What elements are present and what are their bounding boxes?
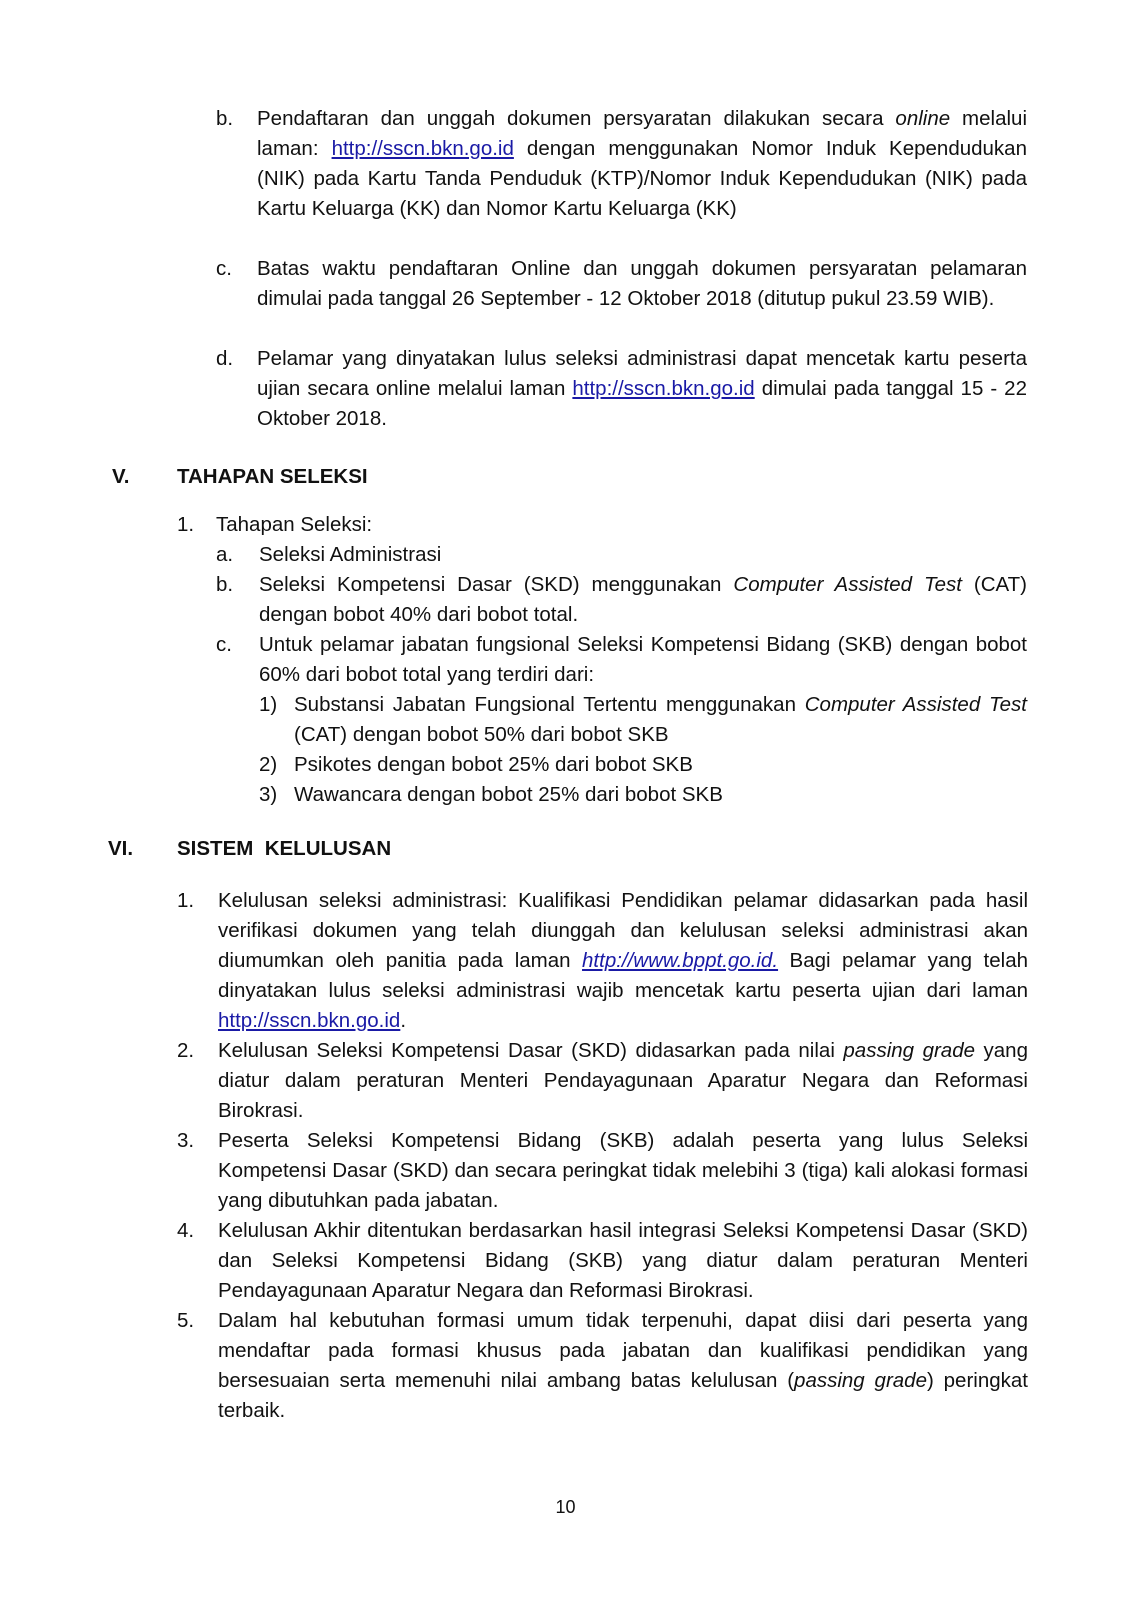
list-item-text: Psikotes dengan bobot 25% dari bobot SKB <box>294 753 693 776</box>
bppt-link[interactable]: http://www.bppt.go.id. <box>582 949 779 972</box>
list-item-text: Untuk pelamar jabatan fungsional Seleksi Kompetensi Bidang (SKB) dengan bobot 60% dari bobot total yang terdiri dari: <box>259 633 1027 686</box>
list-item-text: Tahapan Seleksi: <box>216 513 373 536</box>
list-label: c. <box>216 633 232 656</box>
list-label: 1. <box>177 889 195 912</box>
section-v-title: TAHAPAN SELEKSI <box>177 465 368 488</box>
section-vi-title: SISTEM KELULUSAN <box>177 837 392 860</box>
sscn-link[interactable]: http://sscn.bkn.go.id <box>218 1009 401 1032</box>
list-item-text: Peserta Seleksi Kompetensi Bidang (SKB) adalah peserta yang lulus Seleksi Kompetensi Dasar (SKD) dan secara peringkat tidak melebihi 3 (tiga) kali alokasi formasi yang dibutuhkan pada jabatan. <box>218 1129 1028 1212</box>
list-label: 3. <box>177 1129 195 1152</box>
sscn-link[interactable]: http://sscn.bkn.go.id <box>331 137 514 160</box>
list-item-text: Seleksi Kompetensi Dasar (SKD) menggunakan Computer Assisted Test (CAT) dengan bobot 40% dari bobot total. <box>259 573 1028 626</box>
list-label: 2) <box>259 753 278 776</box>
list-label: d. <box>216 347 234 370</box>
section-vi-numeral: VI. <box>108 837 134 860</box>
list-label: 3) <box>259 783 278 806</box>
list-item-text: Wawancara dengan bobot 25% dari bobot SKB <box>294 783 723 806</box>
page-number: 10 <box>555 1497 576 1517</box>
list-item-text: Dalam hal kebutuhan formasi umum tidak terpenuhi, dapat diisi dari peserta yang mendaftar pada formasi khusus pada jabatan dan kualifikasi pendidikan yang bersesuaian serta memenuhi nilai ambang batas kelulusan (passing grade) peringkat terbaik. <box>218 1309 1028 1422</box>
list-item-text: Pelamar yang dinyatakan lulus seleksi administrasi dapat mencetak kartu peserta ujian secara online melalui laman http://sscn.bkn.go.id dimulai pada tanggal 15 - 22 Oktober 2018. <box>257 347 1027 430</box>
list-label: c. <box>216 257 232 280</box>
list-label: 2. <box>177 1039 195 1062</box>
list-item-text: Substansi Jabatan Fungsional Tertentu menggunakan Computer Assisted Test (CAT) dengan bobot 50% dari bobot SKB <box>294 693 1027 746</box>
list-item-text: Seleksi Administrasi <box>259 543 442 566</box>
list-label: 5. <box>177 1309 195 1332</box>
list-label: 4. <box>177 1219 195 1242</box>
list-item-text: Pendaftaran dan unggah dokumen persyaratan dilakukan secara online melalui laman: http://sscn.bkn.go.id dengan menggunakan Nomor Induk Kependudukan (NIK) pada Kartu Tanda Penduduk (KTP)/Nomor Induk Kependudukan (NIK) pada Kartu Keluarga (KK) dan Nomor Kartu Keluarga (KK) <box>257 107 1027 220</box>
list-item-text: Kelulusan Seleksi Kompetensi Dasar (SKD) didasarkan pada nilai passing grade yang diatur dalam peraturan Menteri Pendayagunaan Aparatur Negara dan Reformasi Birokrasi. <box>218 1039 1028 1122</box>
list-item-text: Kelulusan seleksi administrasi: Kualifikasi Pendidikan pelamar didasarkan pada hasil verifikasi dokumen yang telah diunggah dan kelulusan seleksi administrasi akan diumumkan oleh panitia pada laman http://www.bppt.go.id. Bagi pelamar yang telah dinyatakan lulus seleksi administrasi wajib mencetak kartu peserta ujian dari laman http://sscn.bkn.go.id. <box>218 889 1029 1032</box>
list-label: b. <box>216 107 234 130</box>
list-label: b. <box>216 573 234 596</box>
section-v-numeral: V. <box>112 465 130 488</box>
sscn-link[interactable]: http://sscn.bkn.go.id <box>572 377 755 400</box>
list-label: a. <box>216 543 234 566</box>
list-label: 1) <box>259 693 278 716</box>
list-label: 1. <box>177 513 195 536</box>
list-item-text: Kelulusan Akhir ditentukan berdasarkan hasil integrasi Seleksi Kompetensi Dasar (SKD) dan Seleksi Kompetensi Bidang (SKB) yang diatur dalam peraturan Menteri Pendayagunaan Aparatur Negara dan Reformasi Birokrasi. <box>218 1219 1028 1302</box>
list-item-text: Batas waktu pendaftaran Online dan unggah dokumen persyaratan pelamaran dimulai pada tanggal 26 September - 12 Oktober 2018 (ditutup pukul 23.59 WIB). <box>257 257 1027 310</box>
